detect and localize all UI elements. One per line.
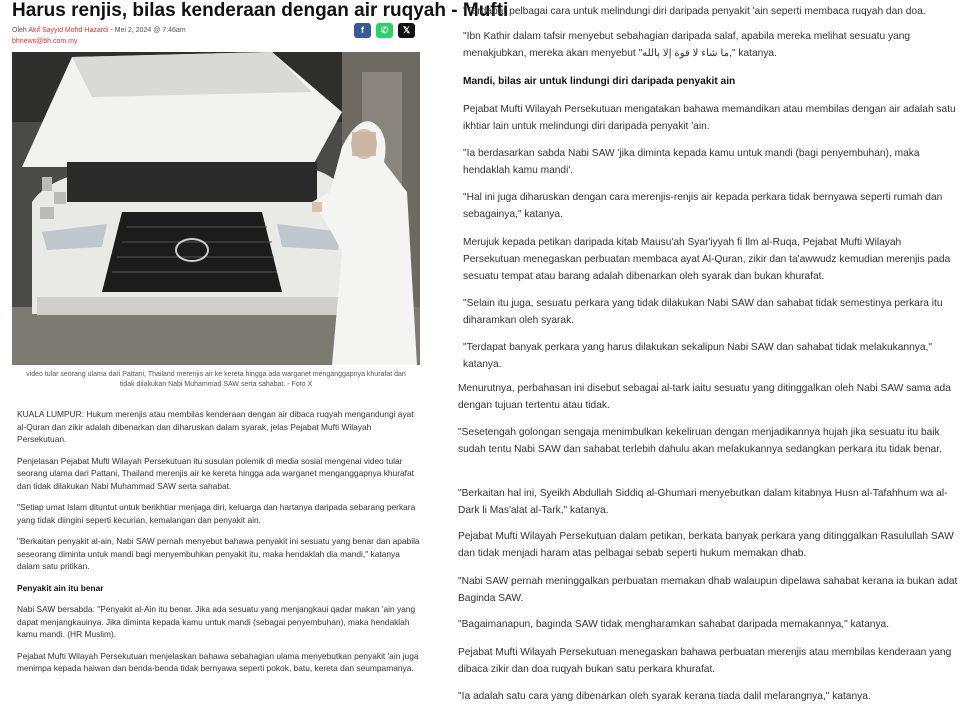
paragraph: Pejabat Mufti Wilayah Persekutuan menjelaskan bahawa sebahagian ulama menyebutkan penyakit 'ain juga menimpa kepada haiwan dan benda-benda tidak bernyawa seperti pokok, batu, kereta dan seumpamanya. [17,650,419,673]
paragraph: "Sesetengah golongan sengaja menimbulkan kekeliruan dengan menjadikannya hujah jika sesuatu itu baik sudah tentu Nabi SAW dan sahabat terlebih dahulu akan melakukannya sedangkan perkara itu tidak benar. [458,427,942,455]
car-photo-illustration [12,52,420,365]
paragraph: "Berkaitan penyakit al-ain, Nabi SAW pernah menyebut bahawa penyakit ini sesuatu yang benar dan apabila seseorang diminta untuk mandi bagi menyembuhkan penyakit itu, maka hendaklah dia mandi," katanya dalam satu pritikan. [17,536,420,571]
paragraph: "Ibn Kathir dalam tafsir menyebut sebahagian daripada salaf, apabila mereka melihat sesuatu yang menakjubkan, mereka akan menyebut "ما شاء لا قوة إلا بالله," katanya. [463,31,911,59]
paragraph: "Selain itu juga, sesuatu perkara yang tidak dilakukan Nabi SAW dan sahabat tidak semestinya perkara itu diharamkan oleh syarak. [463,298,943,326]
left-article-body [17,408,422,684]
caption-line-1: video tular seorang ulama dari Pattani, Thailand merenjis air ke kereta hingga ada warganet menganggapnya khurafat dan [26,371,406,378]
article-photo [12,52,420,365]
whatsapp-icon[interactable]: ✆ [376,23,393,38]
paragraph: Pejabat Mufti Wilayah Persekutuan menegaskan bahawa perbuatan merenjis atau membilas kenderaan yang dibaca zikir dan doa ruqyah bukan satu perkara khurafat. [458,647,952,675]
article-headline: Harus renjis, bilas kenderaan dengan air ruqyah - Mufti [12,0,509,21]
paragraph: "Berkaitan hal ini, Syeikh Abdullah Siddiq al-Ghumari menyebutkan dalam kitabnya Husn al-Tafahhum wa al-Dark li Mas'alat al-Tark," katanya. [458,488,948,516]
paragraph: "Terdapat banyak perkara yang harus dilakukan sekalipun Nabi SAW dan sahabat tidak melakukannya," katanya. [463,342,932,370]
paragraph: Pejabat Mufti Wilayah Persekutuan dalam petikan, berkata banyak perkara yang ditinggalkan Rasulullah SAW dan tidak menjadi haram atas pelbagai sebab seperti hukum memakan dhab. [458,531,954,559]
author-email[interactable]: bhnews@bh.com.my [12,38,78,45]
byline-prefix: Oleh [12,27,29,34]
subheading: Mandi, bilas air untuk lindungi diri daripada penyakit ain [463,76,736,87]
paragraph: KUALA LUMPUR: Hukum merenjis atau membilas kenderaan dengan air dibaca ruqyah mengandungi ayat al-Quran dan zikir adalah dibenarkan dan diharuskan dalam syarak, jelas Pejabat Mufti Wilayah Persekutuan. [17,409,414,444]
paragraph: "Hal ini juga diharuskan dengan cara merenjis-renjis air kepada perkara tidak bernyawa seperti rumah dan sebagainya," katanya. [463,192,943,220]
paragraph: Pejabat Mufti Wilayah Persekutuan mengatakan bahawa memandikan atau membilas dengan air adalah satu ikhtiar lain untuk melindungi diri daripada penyakit 'ain. [463,104,956,132]
article-meta [12,26,186,47]
paragraph: Nabi SAW bersabda: "Penyakit al-Ain itu benar. Jika ada sesuatu yang menjangkaui qadar makan 'ain yang dapat menjangkauinya. Jika diminta kepada kamu untuk mandi (sebagai penyembuhan), maka hendaklah kamu mandi. (HR Muslim). [17,604,416,639]
photo-caption [12,370,420,390]
paragraph: "Setiap umat Islam dituntut untuk berikhtiar menjaga diri, keluarga dan hartanya daripada sebarang perkara yang tidak diingini seperti kecurian, kemalangan dan penyakit ain. [17,502,416,525]
publish-date: - Mei 2, 2024 @ 7:46am [108,27,186,34]
paragraph: Merujuk kepada petikan daripada kitab Mausu'ah Syar'iyyah fi Ilm al-Ruqa, Pejabat Mufti Wilayah Persekutuan menegaskan perbuatan membaca ayat Al-Quran, zikir dan ta'awwudz kemudian merenjis pada sesuatu tempat atau barang adalah dibenarkan oleh syarak dan bukan khurafat. [463,237,951,282]
x-icon[interactable]: 𝕏 [398,23,415,38]
author-link[interactable]: Akif Sayyid Mohd Hazardi [28,27,109,34]
right-column [455,0,960,720]
paragraph: "Ia adalah satu cara yang dibenarkan oleh syarak kerana tiada dalil melarangnya," katanya. [458,691,871,702]
paragraph: "Nabi SAW pernah meninggalkan perbuatan memakan dhab walaupun dipelawa sahabat kerana ia bukan adat Baginda SAW. [458,576,958,604]
paragraph: "Bagaimanapun, baginda SAW tidak mengharamkan sahabat daripada memakannya," katanya. [458,619,890,630]
paragraph: Menurutnya, perbahasan ini disebut sebagai al-tark iaitu sesuatu yang ditinggalkan oleh Nabi SAW sama ada dengan tujuan tertentu atau tidak. [458,383,951,411]
caption-line-2: tidak dilakukan Nabi Muhammad SAW serta sahabat. - Foto X [119,381,313,388]
paragraph: "Ia berdasarkan sabda Nabi SAW 'jika diminta kepada kamu untuk mandi (bagi penyembuhan), maka hendaklah kamu mandi'. [463,148,920,176]
paragraph: Penjelasan Pejabat Mufti Wilayah Persekutuan itu susulan polemik di media sosial mengenai video tular seorang ulama dari Pattani, Thailand merenjis air ke kereta hingga ada warganet menganggapnya khurafat dan tidak dilakukan Nabi Muhammad SAW serta sahabat. [17,455,414,491]
share-bar [354,23,415,38]
facebook-icon[interactable]: f [354,23,371,38]
subheading: Penyakit ain itu benar [17,582,104,593]
paragraph: "Terdapat pelbagai cara untuk melindungi diri daripada penyakit 'ain seperti membaca ruqyah dan doa. [463,6,926,17]
